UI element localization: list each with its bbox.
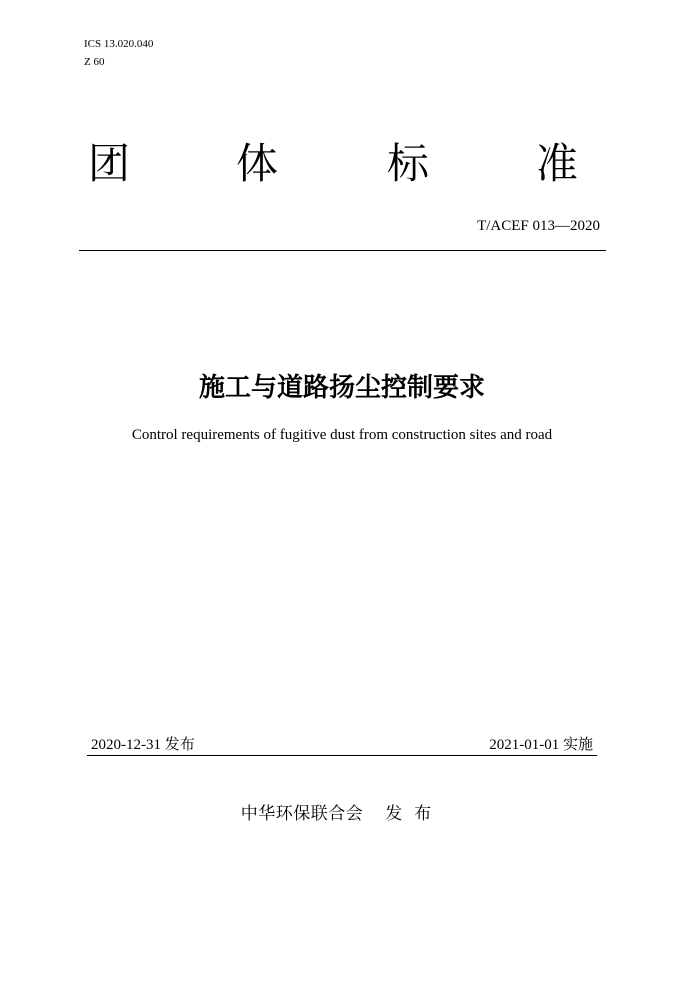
bottom-divider [87, 755, 597, 756]
date-row [91, 735, 593, 755]
issue-date: 2020-12-31 发布 [91, 737, 195, 753]
publish-label: 发布 [385, 804, 444, 824]
category-title-char: 标 [387, 139, 430, 188]
publisher-name: 中华环保联合会 [240, 804, 364, 824]
english-title: Control requirements of fugitive dust from construction sites and road [131, 427, 553, 443]
publisher-row [0, 802, 684, 826]
category-title-char: 团 [88, 139, 131, 188]
standard-number: T/ACEF 013—2020 [477, 218, 600, 234]
ics-code: ICS 13.020.040 [84, 38, 154, 50]
category-title-char: 准 [536, 139, 579, 188]
implementation-date: 2021-01-01 实施 [489, 737, 593, 753]
top-divider [79, 250, 606, 251]
ccs-code: Z 60 [84, 56, 105, 68]
chinese-title: 施工与道路扬尘控制要求 [198, 373, 485, 403]
category-title-char: 体 [236, 139, 279, 188]
